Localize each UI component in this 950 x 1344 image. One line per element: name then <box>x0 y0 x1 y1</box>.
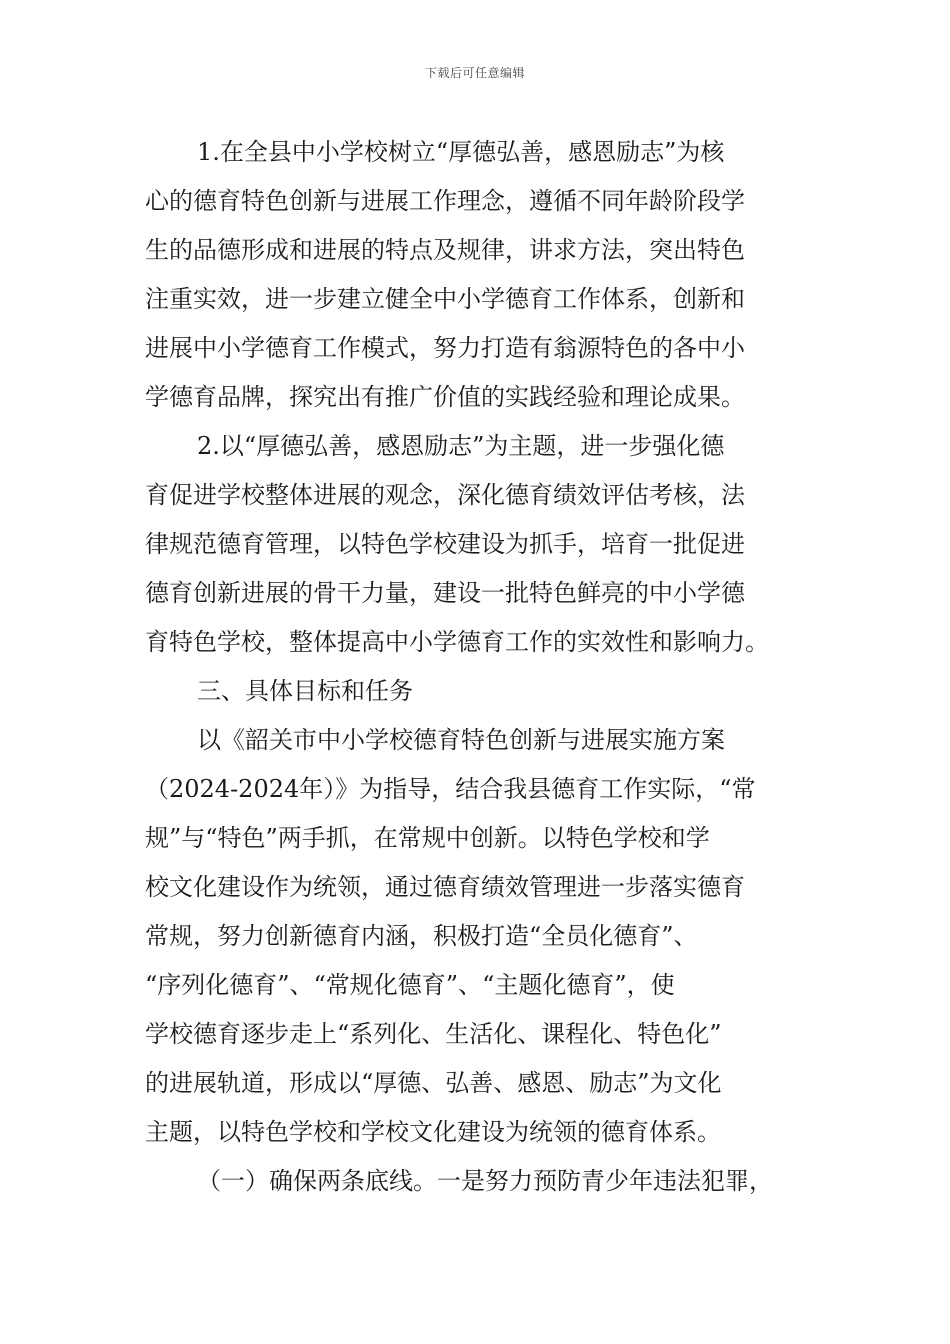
text-line: （一）确保两条底线。一是努力预防青少年违法犯罪， <box>197 1167 773 1195</box>
text-line: 学校德育逐步走上“系列化、生活化、课程化、特色化” <box>145 1020 722 1048</box>
text-line: 常规，努力创新德育内涵，积极打造“全员化德育”、 <box>145 922 698 950</box>
text-line: 以《韶关市中小学校德育特色创新与进展实施方案 <box>197 726 725 754</box>
text-line: 学德育品牌，探究出有推广价值的实践经验和理论成果。 <box>145 383 745 411</box>
text-line: 育促进学校整体进展的观念，深化德育绩效评估考核，法 <box>145 481 745 509</box>
text-line: 注重实效，进一步建立健全中小学德育工作体系，创新和 <box>145 285 745 313</box>
text-line: 进展中小学德育工作模式，努力打造有翁源特色的各中小 <box>145 334 745 362</box>
text-line: 德育创新进展的骨干力量，建设一批特色鲜亮的中小学德 <box>145 579 745 607</box>
page-header: 下载后可任意编辑 <box>424 66 525 80</box>
section-heading: 三、具体目标和任务 <box>197 677 413 705</box>
text-line: 育特色学校，整体提高中小学德育工作的实效性和影响力。 <box>145 628 769 656</box>
text-line: 心的德育特色创新与进展工作理念，遵循不同年龄阶段学 <box>145 187 745 215</box>
text-line: 规”与“特色”两手抓，在常规中创新。以特色学校和学 <box>145 824 710 852</box>
text-line: （2024-2024年）》为指导，结合我县德育工作实际，“常 <box>145 775 756 803</box>
text-line: 2.以“厚德弘善，感恩励志”为主题，进一步强化德 <box>197 432 725 460</box>
document-body <box>145 128 805 1206</box>
text-line: 律规范德育管理，以特色学校建设为抓手，培育一批促进 <box>145 530 745 558</box>
text-line: 的进展轨道，形成以“厚德、弘善、感恩、励志”为文化 <box>145 1069 722 1097</box>
text-line: 主题，以特色学校和学校文化建设为统领的德育体系。 <box>145 1118 721 1146</box>
text-line: 生的品德形成和进展的特点及规律，讲求方法，突出特色 <box>145 236 745 264</box>
text-line: “序列化德育”、“常规化德育”、“主题化德育”，使 <box>145 971 675 999</box>
text-line: 1.在全县中小学校树立“厚德弘善，感恩励志”为核 <box>197 138 725 166</box>
text-line: 校文化建设作为统领，通过德育绩效管理进一步落实德育 <box>145 873 745 901</box>
